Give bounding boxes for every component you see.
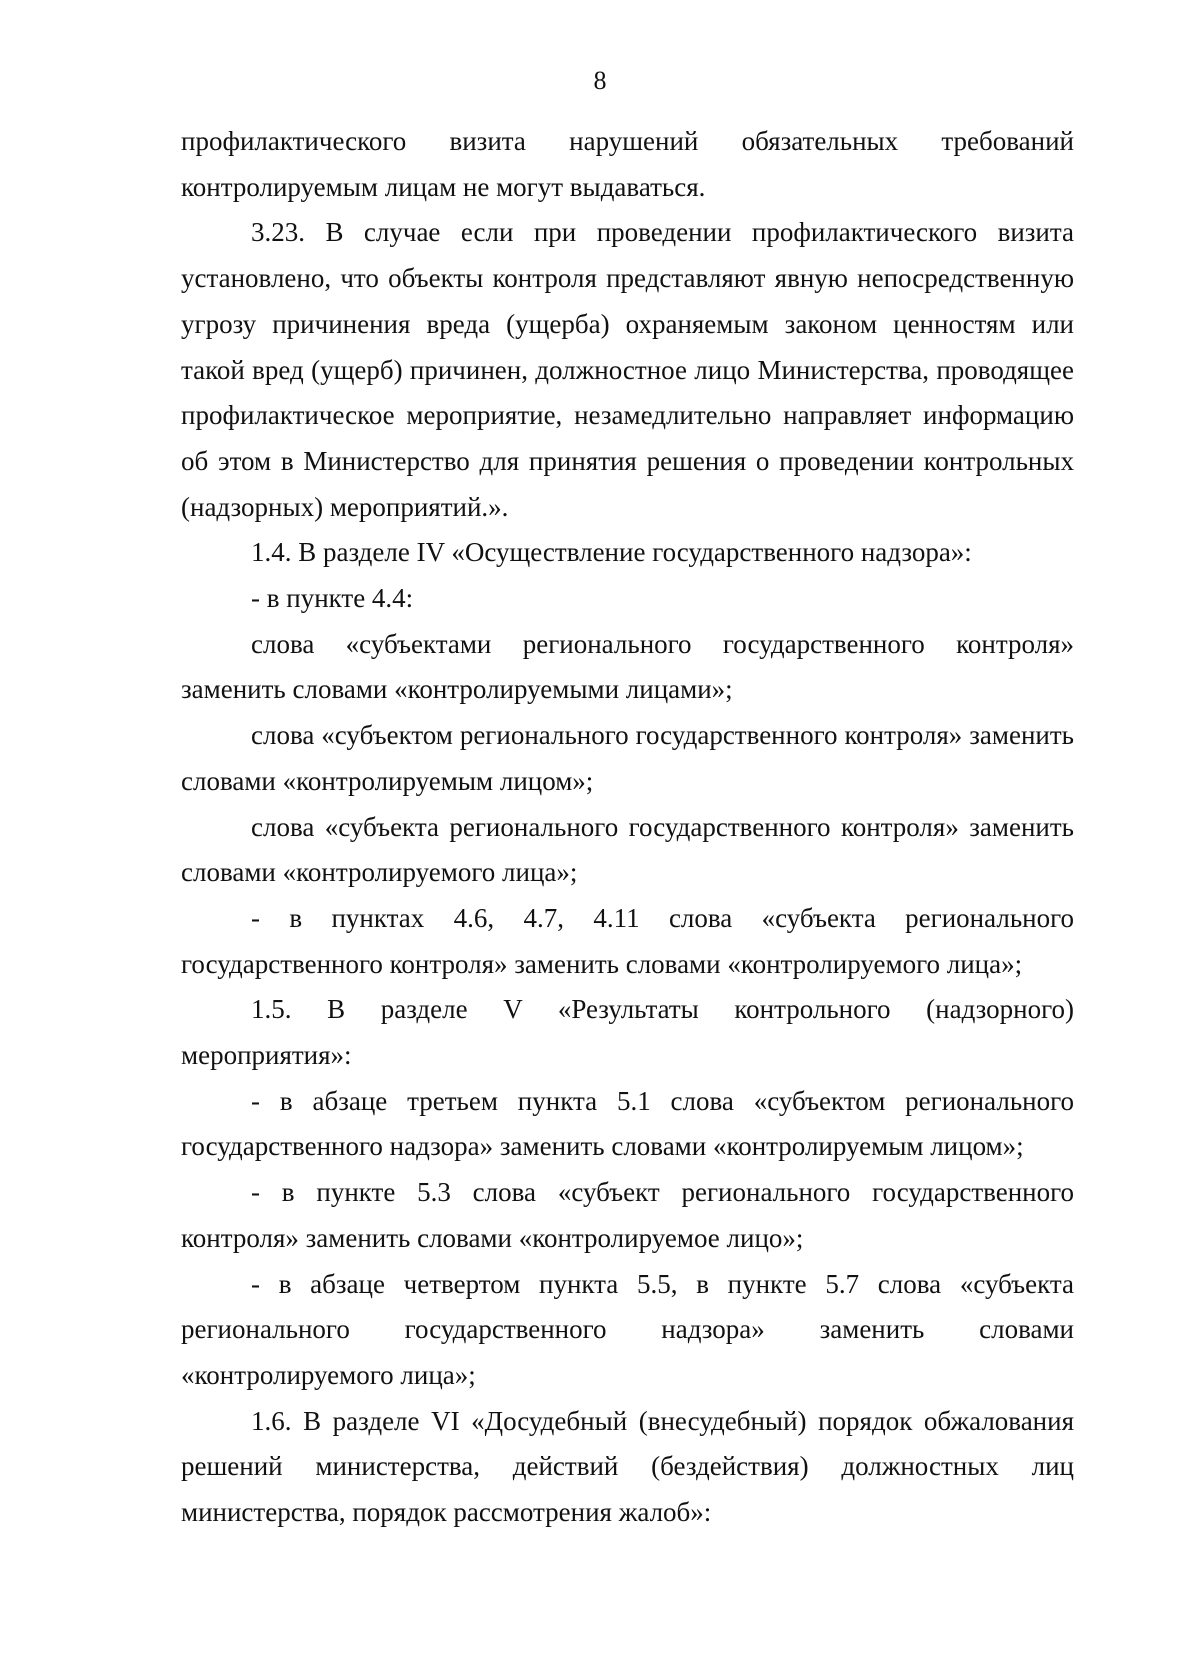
paragraph-3-23: 3.23. В случае если при проведении профилактического визита установлено, что объекты контроля представляют явную непосредственную угрозу причинения вреда (ущерба) охраняемым законом ценностям или такой вред (ущерб) причинен, должностное лицо Министерства, проводящее профилактическое мероприятие, незамедлительно направляет информацию об этом в Министерство для принятия решения о проведении контрольных (надзорных) мероприятий.». xyxy=(181,217,1074,522)
paragraph-1-4: 1.4. В разделе IV «Осуществление государственного надзора»: xyxy=(251,537,972,568)
paragraph-1-5: 1.5. В разделе V «Результаты контрольного (надзорного) мероприятия»: xyxy=(181,994,1074,1071)
paragraph-items-4-6-4-7-4-11: - в пунктах 4.6, 4.7, 4.11 слова «субъекта регионального государственного контроля» заменить словами «контролируемого лица»; xyxy=(181,902,1074,979)
paragraph-item-5-1: - в абзаце третьем пункта 5.1 слова «субъектом регионального государственного надзора» заменить словами «контролируемым лицом»; xyxy=(181,1085,1074,1162)
paragraph-item-4-4: - в пункте 4.4: xyxy=(251,583,414,614)
paragraph-replacement: слова «субъектом регионального государственного контроля» заменить словами «контролируемым лицом»; xyxy=(181,720,1074,796)
page-number: 8 xyxy=(593,66,607,95)
paragraph-replacement: слова «субъектами регионального государственного контроля» заменить словами «контролируемыми лицами»; xyxy=(181,628,1074,705)
paragraph-1-6: 1.6. В разделе VI «Досудебный (внесудебный) порядок обжалования решений министерства, действий (бездействия) должностных лиц министерства, порядок рассмотрения жалоб»: xyxy=(181,1405,1074,1528)
paragraph-continuation: профилактического визита нарушений обязательных требований контролируемым лицам не могут выдаваться. xyxy=(181,126,1074,202)
document-body xyxy=(181,119,1074,1536)
paragraph-item-5-3: - в пункте 5.3 слова «субъект регионального государственного контроля» заменить словами «контролируемое лицо»; xyxy=(181,1177,1074,1253)
paragraph-items-5-5-5-7: - в абзаце четвертом пункта 5.5, в пункте 5.7 слова «субъекта регионального государственного надзора» заменить словами «контролируемого лица»; xyxy=(181,1268,1074,1390)
paragraph-replacement: слова «субъекта регионального государственного контроля» заменить словами «контролируемого лица»; xyxy=(181,811,1074,888)
